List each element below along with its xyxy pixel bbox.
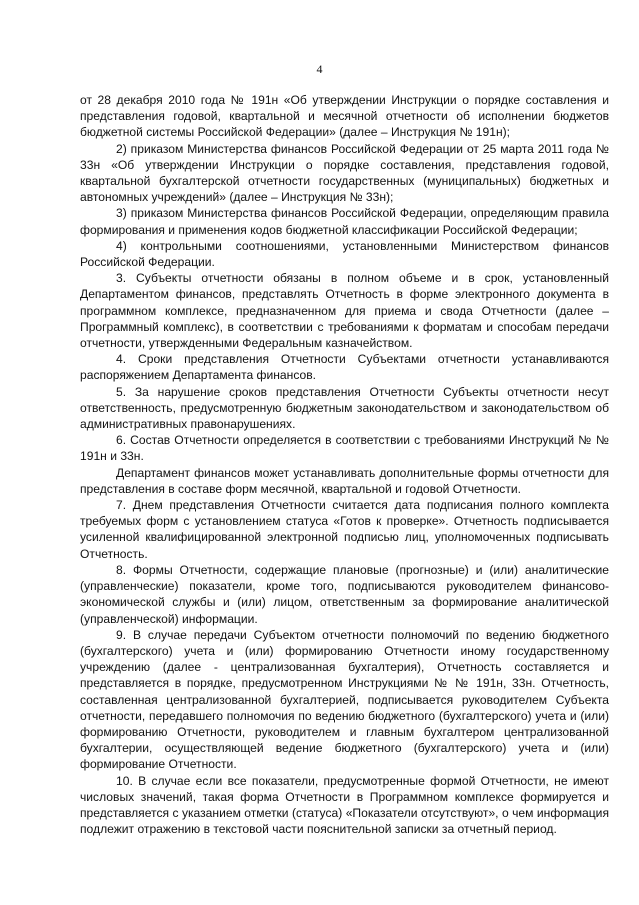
paragraph-item-2: 2) приказом Министерства финансов Российской Федерации от 25 марта 2011 года № 33н «Об утверждении Инструкции о порядке составления, представления годовой, квартальной бухгалтерской отчетности государственных (муниципальных) бюджетных и автономных учреждений» (далее – Инструкция № 33н); bbox=[80, 141, 609, 205]
paragraph-clause-9: 9. В случае передачи Субъектом отчетности полномочий по ведению бюджетного (бухгалтерского) учета и (или) формированию Отчетности иному государственному учреждению (далее - централизованная бухгалтерия), Отчетность составляется и представляется в порядке, предусмотренном Инструкциями № № 191н, 33н. Отчетность, составленная централизованной бухгалтерией, подписывается руководителем Субъекта отчетности, передавшего полномочия по ведению бюджетного (бухгалтерского) учета и (или) формированию Отчетности, руководителем и главным бухгалтером централизованной бухгалтерии, осуществляющей ведение бюджетного (бухгалтерского) учета и (или) формирование Отчетности. bbox=[80, 627, 609, 772]
paragraph-clause-3: 3. Субъекты отчетности обязаны в полном объеме и в срок, установленный Департаментом финансов, представлять Отчетность в форме электронного документа в программном комплексе, предназначенном для приема и свода Отчетности (далее – Программный комплекс), в соответствии с требованиями к форматам и способам передачи отчетности, утвержденными Федеральным казначейством. bbox=[80, 271, 609, 351]
paragraph-clause-7: 7. Днем представления Отчетности считается дата подписания полного комплекта требуемых форм с установлением статуса «Готов к проверке». Отчетность подписывается усиленной квалифицированной электронной подписью лиц, уполномоченных подписывать Отчетность. bbox=[80, 498, 609, 561]
paragraph-item-3: 3) приказом Министерства финансов Российской Федерации, определяющим правила формирования и применения кодов бюджетной классификации Российской Федерации; bbox=[80, 206, 609, 237]
page-number: 4 bbox=[316, 62, 323, 76]
paragraph-clause-8: 8. Формы Отчетности, содержащие плановые (прогнозные) и (или) аналитические (управленческие) показатели, кроме того, подписываются руководителем финансово-экономической службы и (или) лицом, ответственным за формирование аналитической (управленческой) информации. bbox=[80, 562, 609, 626]
paragraph-additional-forms: Департамент финансов может устанавливать дополнительные формы отчетности для представления в составе форм месячной, квартальной и годовой Отчетности. bbox=[80, 465, 609, 496]
document-body bbox=[80, 92, 609, 837]
paragraph-instruction-191n-end: от 28 декабря 2010 года № 191н «Об утверждении Инструкции о порядке составления и представления годовой, квартальной и месячной отчетности об исполнении бюджетов бюджетной системы Российской Федерации» (далее – Инструкция № 191н); bbox=[80, 93, 609, 140]
paragraph-clause-6: 6. Состав Отчетности определяется в соответствии с требованиями Инструкций № № 191н и 33н. bbox=[80, 433, 609, 464]
paragraph-clause-5: 5. За нарушение сроков представления Отчетности Субъекты отчетности несут ответственность, предусмотренную бюджетным законодательством и законодательством об административных правонарушениях. bbox=[80, 384, 609, 432]
paragraph-item-4: 4) контрольными соотношениями, установленными Министерством финансов Российской Федерации. bbox=[80, 238, 609, 270]
paragraph-clause-4: 4. Сроки представления Отчетности Субъектами отчетности устанавливаются распоряжением Департамента финансов. bbox=[80, 352, 609, 383]
paragraph-clause-10: 10. В случае если все показатели, предусмотренные формой Отчетности, не имеют числовых значений, такая форма Отчетности в Программном комплексе формируется и представляется с указанием отметки (статуса) «Показатели отсутствуют», о чем информация подлежит отражению в текстовой части пояснительной записки за отчетный период. bbox=[80, 773, 609, 837]
